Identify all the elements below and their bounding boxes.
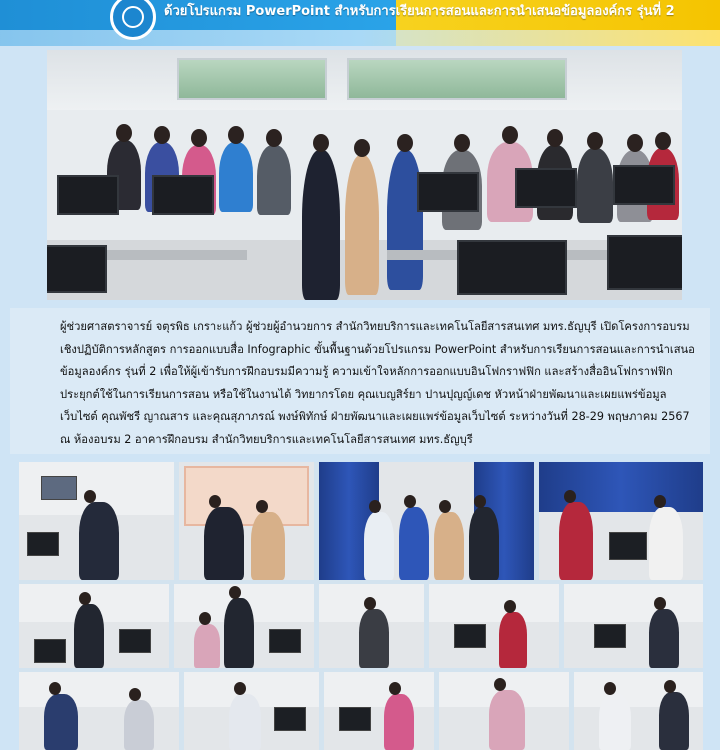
photo-monitor [613, 165, 675, 205]
main-group-photo [47, 50, 682, 300]
photo-person [577, 148, 613, 223]
page-title: ด้วยโปรแกรม PowerPoint สำหรับการเรียนการสอนและการนำเสนอข้อมูลองค์กร รุ่นที่ 2 [164, 4, 675, 19]
photo-person [257, 145, 291, 215]
article-paragraph: ผู้ช่วยศาสตราจารย์ จตุรพิธ เกราะแก้ว ผู้ช่วยผู้อำนวยการ สำนักวิทยบริการและเทคโนโลยีสารสนเทศ มทร.ธัญบุรี เปิดโครงการอบรม เชิงปฏิบัติการหลักสูตร การออกแบบสื่อ Infographic ขั้นพื้นฐานด้วยโปรแกรม PowerPoint สำหรับการเรียนการสอนและการนำเสนอ ข้อมูลองค์กร รุ่นที่ 2 เพื่อให้ผู้เข้ารับการฝึกอบรมมีความรู้ ความเข้าใจหลักการออกแบบอินโฟกราฟฟิก และสร้างสื่ออินโฟกราฟฟิก ประยุกต์ใช้ในการเรียนการสอน หรือใช้ในงานได้ วิทยากรโดย คุณเบญสิร์ยา ปานปุญญ์เดช หัวหน้าฝ่ายพัฒนาและเผยแพร่ข้อมูล เว็บไซต์ คุณพัชรี ญาณสาร และคุณสุภาภรณ์ พงษ์พิทักษ์ ฝ่ายพัฒนาและเผยแพร่ข้อมูลเว็บไซต์ ระหว่างวันที่ 28-29 พฤษภาคม 2567 ณ ห้องอบรม 2 อาคารฝึกอบรม สำนักวิทยบริการและเทคโนโลยีสารสนเทศ มทร.ธัญบุรี [60, 320, 695, 446]
gallery-photo [429, 584, 559, 668]
photo-monitor [417, 172, 479, 212]
gallery-photo [574, 672, 703, 750]
gallery-photo [19, 462, 174, 580]
gallery-photo [19, 584, 169, 668]
gallery-photo [319, 584, 424, 668]
photo-window [347, 58, 567, 100]
gallery-photo [174, 584, 314, 668]
gallery-photo [184, 672, 319, 750]
gallery-photo [539, 462, 703, 580]
photo-person [345, 155, 379, 295]
header-banner [0, 0, 720, 46]
gallery-photo [319, 462, 534, 580]
header-stripe [0, 30, 720, 46]
photo-monitor [607, 235, 682, 290]
gallery-photo [439, 672, 569, 750]
photo-monitor [515, 168, 577, 208]
photo-monitor [57, 175, 119, 215]
photo-window [177, 58, 327, 100]
photo-person [219, 142, 253, 212]
photo-person [302, 150, 340, 300]
photo-gallery [19, 462, 703, 750]
gallery-photo [179, 462, 314, 580]
gallery-photo [324, 672, 434, 750]
article-text-block [10, 308, 710, 454]
photo-monitor [152, 175, 214, 215]
photo-monitor [47, 245, 107, 293]
gallery-photo [19, 672, 179, 750]
photo-person [387, 150, 423, 290]
gallery-photo [564, 584, 703, 668]
photo-monitor [457, 240, 567, 295]
